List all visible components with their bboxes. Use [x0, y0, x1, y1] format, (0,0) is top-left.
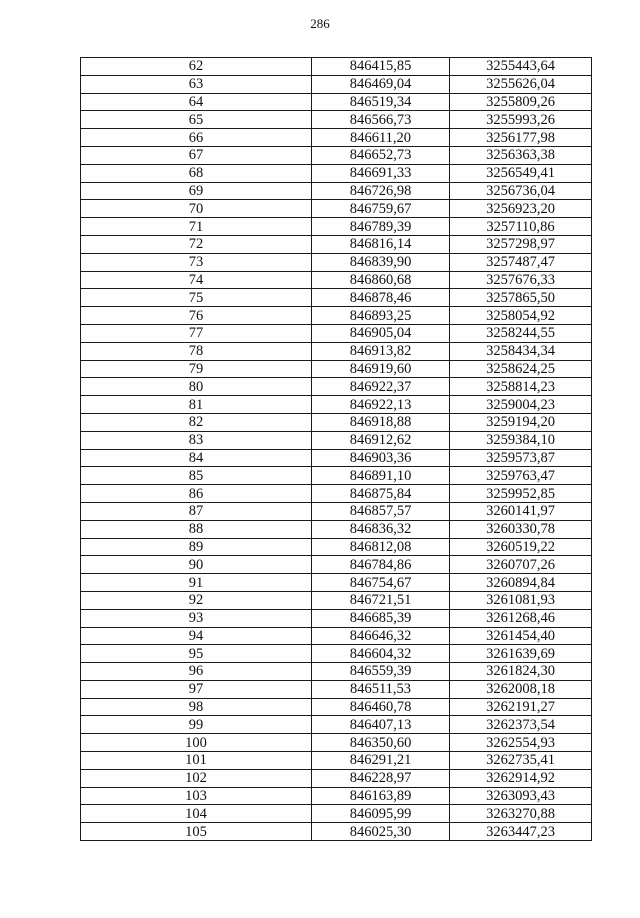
y-coordinate-cell: 3256736,04 [450, 182, 592, 200]
x-coordinate-cell: 846754,67 [312, 574, 450, 592]
x-coordinate-cell: 846646,32 [312, 627, 450, 645]
table-row [81, 58, 592, 76]
table-row [81, 271, 592, 289]
table-row [81, 253, 592, 271]
x-coordinate-cell: 846726,98 [312, 182, 450, 200]
x-coordinate-cell: 846922,13 [312, 396, 450, 414]
y-coordinate-cell: 3258624,25 [450, 360, 592, 378]
table-row [81, 378, 592, 396]
point-number-cell: 74 [81, 271, 312, 289]
x-coordinate-cell: 846511,53 [312, 680, 450, 698]
x-coordinate-cell: 846812,08 [312, 538, 450, 556]
point-number-cell: 75 [81, 289, 312, 307]
x-coordinate-cell: 846919,60 [312, 360, 450, 378]
point-number-cell: 78 [81, 342, 312, 360]
x-coordinate-cell: 846913,82 [312, 342, 450, 360]
point-number-cell: 77 [81, 324, 312, 342]
table-row [81, 235, 592, 253]
x-coordinate-cell: 846163,89 [312, 787, 450, 805]
table-row [81, 396, 592, 414]
x-coordinate-cell: 846839,90 [312, 253, 450, 271]
table-row [81, 574, 592, 592]
table-row [81, 787, 592, 805]
x-coordinate-cell: 846789,39 [312, 218, 450, 236]
x-coordinate-cell: 846350,60 [312, 734, 450, 752]
point-number-cell: 69 [81, 182, 312, 200]
x-coordinate-cell: 846228,97 [312, 769, 450, 787]
y-coordinate-cell: 3259194,20 [450, 413, 592, 431]
x-coordinate-cell: 846721,51 [312, 591, 450, 609]
x-coordinate-cell: 846559,39 [312, 663, 450, 681]
y-coordinate-cell: 3262735,41 [450, 752, 592, 770]
point-number-cell: 96 [81, 663, 312, 681]
point-number-cell: 82 [81, 413, 312, 431]
point-number-cell: 88 [81, 520, 312, 538]
coordinates-table-body [81, 58, 592, 841]
x-coordinate-cell: 846460,78 [312, 698, 450, 716]
table-row [81, 680, 592, 698]
y-coordinate-cell: 3262373,54 [450, 716, 592, 734]
y-coordinate-cell: 3260894,84 [450, 574, 592, 592]
y-coordinate-cell: 3259384,10 [450, 431, 592, 449]
x-coordinate-cell: 846566,73 [312, 111, 450, 129]
table-row [81, 627, 592, 645]
x-coordinate-cell: 846652,73 [312, 146, 450, 164]
y-coordinate-cell: 3262914,92 [450, 769, 592, 787]
table-row [81, 200, 592, 218]
table-row [81, 698, 592, 716]
x-coordinate-cell: 846611,20 [312, 129, 450, 147]
x-coordinate-cell: 846691,33 [312, 164, 450, 182]
point-number-cell: 85 [81, 467, 312, 485]
point-number-cell: 80 [81, 378, 312, 396]
table-row [81, 485, 592, 503]
point-number-cell: 89 [81, 538, 312, 556]
point-number-cell: 76 [81, 307, 312, 325]
y-coordinate-cell: 3260707,26 [450, 556, 592, 574]
y-coordinate-cell: 3256549,41 [450, 164, 592, 182]
table-row [81, 129, 592, 147]
x-coordinate-cell: 846875,84 [312, 485, 450, 503]
y-coordinate-cell: 3262554,93 [450, 734, 592, 752]
y-coordinate-cell: 3263093,43 [450, 787, 592, 805]
table-row [81, 538, 592, 556]
x-coordinate-cell: 846905,04 [312, 324, 450, 342]
x-coordinate-cell: 846816,14 [312, 235, 450, 253]
point-number-cell: 67 [81, 146, 312, 164]
point-number-cell: 87 [81, 502, 312, 520]
x-coordinate-cell: 846025,30 [312, 823, 450, 841]
y-coordinate-cell: 3261824,30 [450, 663, 592, 681]
table-row [81, 769, 592, 787]
table-row [81, 663, 592, 681]
table-row [81, 805, 592, 823]
y-coordinate-cell: 3256177,98 [450, 129, 592, 147]
point-number-cell: 92 [81, 591, 312, 609]
table-row [81, 342, 592, 360]
x-coordinate-cell: 846836,32 [312, 520, 450, 538]
y-coordinate-cell: 3263447,23 [450, 823, 592, 841]
point-number-cell: 84 [81, 449, 312, 467]
y-coordinate-cell: 3261268,46 [450, 609, 592, 627]
y-coordinate-cell: 3262008,18 [450, 680, 592, 698]
table-row [81, 645, 592, 663]
y-coordinate-cell: 3257676,33 [450, 271, 592, 289]
y-coordinate-cell: 3259763,47 [450, 467, 592, 485]
y-coordinate-cell: 3260519,22 [450, 538, 592, 556]
point-number-cell: 103 [81, 787, 312, 805]
x-coordinate-cell: 846784,86 [312, 556, 450, 574]
point-number-cell: 72 [81, 235, 312, 253]
y-coordinate-cell: 3258434,34 [450, 342, 592, 360]
x-coordinate-cell: 846918,88 [312, 413, 450, 431]
table-row [81, 413, 592, 431]
y-coordinate-cell: 3257298,97 [450, 235, 592, 253]
table-row [81, 218, 592, 236]
point-number-cell: 64 [81, 93, 312, 111]
table-row [81, 360, 592, 378]
table-row [81, 591, 592, 609]
coordinates-table [80, 57, 592, 841]
point-number-cell: 62 [81, 58, 312, 76]
point-number-cell: 90 [81, 556, 312, 574]
x-coordinate-cell: 846469,04 [312, 75, 450, 93]
x-coordinate-cell: 846922,37 [312, 378, 450, 396]
point-number-cell: 93 [81, 609, 312, 627]
x-coordinate-cell: 846860,68 [312, 271, 450, 289]
point-number-cell: 70 [81, 200, 312, 218]
y-coordinate-cell: 3262191,27 [450, 698, 592, 716]
point-number-cell: 65 [81, 111, 312, 129]
point-number-cell: 98 [81, 698, 312, 716]
table-row [81, 609, 592, 627]
point-number-cell: 81 [81, 396, 312, 414]
y-coordinate-cell: 3256923,20 [450, 200, 592, 218]
point-number-cell: 66 [81, 129, 312, 147]
point-number-cell: 101 [81, 752, 312, 770]
x-coordinate-cell: 846912,62 [312, 431, 450, 449]
table-row [81, 823, 592, 841]
table-row [81, 146, 592, 164]
x-coordinate-cell: 846519,34 [312, 93, 450, 111]
table-row [81, 502, 592, 520]
point-number-cell: 68 [81, 164, 312, 182]
table-row [81, 307, 592, 325]
y-coordinate-cell: 3257487,47 [450, 253, 592, 271]
y-coordinate-cell: 3257110,86 [450, 218, 592, 236]
table-row [81, 734, 592, 752]
y-coordinate-cell: 3258814,23 [450, 378, 592, 396]
y-coordinate-cell: 3261081,93 [450, 591, 592, 609]
point-number-cell: 94 [81, 627, 312, 645]
table-row [81, 75, 592, 93]
x-coordinate-cell: 846095,99 [312, 805, 450, 823]
x-coordinate-cell: 846415,85 [312, 58, 450, 76]
y-coordinate-cell: 3255626,04 [450, 75, 592, 93]
x-coordinate-cell: 846893,25 [312, 307, 450, 325]
point-number-cell: 83 [81, 431, 312, 449]
y-coordinate-cell: 3255809,26 [450, 93, 592, 111]
table-row [81, 324, 592, 342]
table-row [81, 556, 592, 574]
y-coordinate-cell: 3256363,38 [450, 146, 592, 164]
point-number-cell: 102 [81, 769, 312, 787]
page-number: 286 [310, 16, 330, 31]
point-number-cell: 71 [81, 218, 312, 236]
point-number-cell: 99 [81, 716, 312, 734]
table-row [81, 289, 592, 307]
table-row [81, 752, 592, 770]
point-number-cell: 97 [81, 680, 312, 698]
y-coordinate-cell: 3258244,55 [450, 324, 592, 342]
table-row [81, 93, 592, 111]
y-coordinate-cell: 3255443,64 [450, 58, 592, 76]
y-coordinate-cell: 3258054,92 [450, 307, 592, 325]
table-row [81, 467, 592, 485]
y-coordinate-cell: 3259952,85 [450, 485, 592, 503]
x-coordinate-cell: 846685,39 [312, 609, 450, 627]
table-row [81, 164, 592, 182]
point-number-cell: 91 [81, 574, 312, 592]
y-coordinate-cell: 3260141,97 [450, 502, 592, 520]
point-number-cell: 100 [81, 734, 312, 752]
y-coordinate-cell: 3257865,50 [450, 289, 592, 307]
x-coordinate-cell: 846759,67 [312, 200, 450, 218]
table-row [81, 520, 592, 538]
x-coordinate-cell: 846407,13 [312, 716, 450, 734]
point-number-cell: 105 [81, 823, 312, 841]
x-coordinate-cell: 846891,10 [312, 467, 450, 485]
table-row [81, 716, 592, 734]
table-row [81, 449, 592, 467]
y-coordinate-cell: 3260330,78 [450, 520, 592, 538]
point-number-cell: 86 [81, 485, 312, 503]
table-row [81, 182, 592, 200]
y-coordinate-cell: 3259573,87 [450, 449, 592, 467]
point-number-cell: 63 [81, 75, 312, 93]
point-number-cell: 95 [81, 645, 312, 663]
x-coordinate-cell: 846291,21 [312, 752, 450, 770]
y-coordinate-cell: 3261639,69 [450, 645, 592, 663]
y-coordinate-cell: 3255993,26 [450, 111, 592, 129]
x-coordinate-cell: 846857,57 [312, 502, 450, 520]
table-row [81, 111, 592, 129]
point-number-cell: 104 [81, 805, 312, 823]
y-coordinate-cell: 3261454,40 [450, 627, 592, 645]
x-coordinate-cell: 846878,46 [312, 289, 450, 307]
point-number-cell: 73 [81, 253, 312, 271]
y-coordinate-cell: 3263270,88 [450, 805, 592, 823]
x-coordinate-cell: 846903,36 [312, 449, 450, 467]
point-number-cell: 79 [81, 360, 312, 378]
table-row [81, 431, 592, 449]
x-coordinate-cell: 846604,32 [312, 645, 450, 663]
y-coordinate-cell: 3259004,23 [450, 396, 592, 414]
